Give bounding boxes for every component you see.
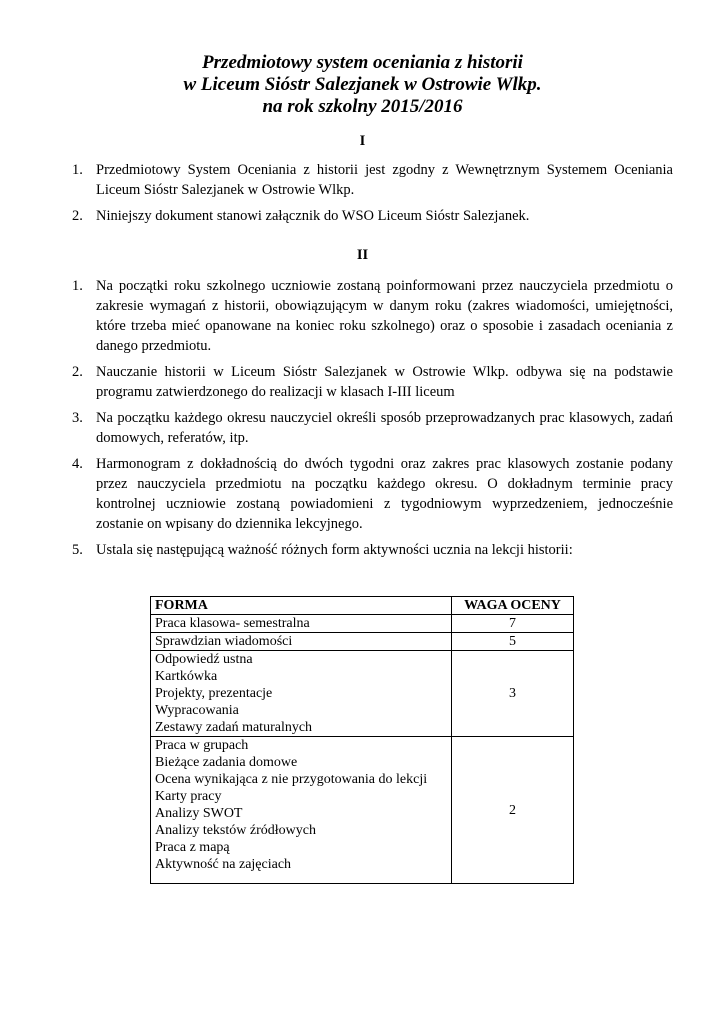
- item-text: Ustala się następującą ważność różnych form aktywności ucznia na lekcji historii:: [96, 542, 573, 558]
- list-item: [72, 276, 673, 356]
- form-entry: Analizy SWOT: [155, 806, 243, 821]
- weight-cell: 5: [452, 633, 574, 651]
- form-entry: Sprawdzian wiadomości: [155, 634, 293, 649]
- form-entry: Zestawy zadań maturalnych: [155, 720, 313, 735]
- item-text: Na początku każdego okresu nauczyciel określi sposób przeprowadzanych prac klasowych, zadań domowych, referatów, itp.: [96, 410, 673, 446]
- form-column-header: FORMA: [151, 597, 452, 615]
- table-header-row: [151, 597, 574, 615]
- item-text: Niniejszy dokument stanowi załącznik do WSO Liceum Sióstr Salezjanek.: [96, 208, 530, 224]
- form-entry: Ocena wynikająca z nie przygotowania do lekcji: [155, 772, 428, 787]
- form-cell: [151, 633, 452, 651]
- list-item: [72, 454, 673, 534]
- item-number: 3.: [72, 410, 83, 426]
- list-item: [72, 362, 673, 402]
- section-heading-2: II: [356, 247, 369, 263]
- form-cell: [151, 651, 452, 737]
- item-text: Nauczanie historii w Liceum Sióstr Salezjanek w Ostrowie Wlkp. odbywa się na podstawie programu zatwierdzonego do realizacji w klasach I-III liceum: [96, 364, 673, 400]
- list-item: [72, 206, 673, 226]
- title-line: Przedmiotowy system oceniania z historii: [202, 52, 523, 73]
- list-item: [72, 408, 673, 448]
- item-number: 2.: [72, 208, 83, 224]
- item-number: 2.: [72, 364, 83, 380]
- section-1-list: [72, 160, 673, 232]
- table-row: [151, 615, 574, 633]
- form-entry: Praca w grupach: [155, 738, 249, 753]
- weight-cell: 3: [452, 651, 574, 737]
- weight-cell: 7: [452, 615, 574, 633]
- form-cell: [151, 615, 452, 633]
- list-item: [72, 540, 673, 560]
- item-number: 5.: [72, 542, 83, 558]
- form-entry: Bieżące zadania domowe: [155, 755, 298, 770]
- form-entry: Analizy tekstów źródłowych: [155, 823, 316, 838]
- title-line: na rok szkolny 2015/2016: [262, 96, 463, 117]
- item-text: Na początki roku szkolnego uczniowie zostaną poinformowani przez nauczyciela przedmiotu o zakresie wymagań z historii, obowiązującym w danym roku (zakres wiadomości, umiejętności, które trzeba mieć opanowane na koniec roku szkolnego) oraz o sposobie i zasadach oceniania z danego przedmiotu.: [96, 278, 673, 354]
- title-line: w Liceum Sióstr Salezjanek w Ostrowie Wlkp.: [183, 74, 542, 95]
- item-text: Przedmiotowy System Oceniania z historii jest zgodny z Wewnętrznym Systemem Oceniania Liceum Sióstr Salezjanek w Ostrowie Wlkp.: [96, 162, 673, 198]
- table-row: [151, 737, 574, 884]
- form-entry: Karty pracy: [155, 789, 222, 804]
- grade-weight-table: [150, 596, 574, 884]
- weight-column-header: WAGA OCENY: [452, 597, 574, 615]
- form-entry: Kartkówka: [155, 669, 218, 684]
- item-number: 1.: [72, 278, 83, 294]
- document-title: [0, 52, 725, 118]
- form-cell: [151, 737, 452, 884]
- section-heading-1: I: [359, 133, 366, 149]
- weight-cell: 2: [452, 737, 574, 884]
- form-entry: Odpowiedź ustna: [155, 652, 253, 667]
- form-entry: Praca z mapą: [155, 840, 230, 855]
- list-item: [72, 160, 673, 200]
- form-entry: Projekty, prezentacje: [155, 686, 273, 701]
- section-2-list: [72, 276, 673, 566]
- table-row: [151, 633, 574, 651]
- item-number: 4.: [72, 456, 83, 472]
- form-entry: Wypracowania: [155, 703, 239, 718]
- form-entry: Praca klasowa- semestralna: [155, 616, 310, 631]
- item-number: 1.: [72, 162, 83, 178]
- item-text: Harmonogram z dokładnością do dwóch tygodni oraz zakres prac klasowych zostanie podany przez nauczyciela przedmiotu na początku każdego okresu. O dokładnym terminie pracy kontrolnej uczniowie zostaną powiadomieni z tygodniowym wyprzedzeniem, jednocześnie zostanie on wpisany do dziennika lekcyjnego.: [96, 456, 673, 532]
- table-row: [151, 651, 574, 737]
- form-entry: Aktywność na zajęciach: [155, 857, 292, 872]
